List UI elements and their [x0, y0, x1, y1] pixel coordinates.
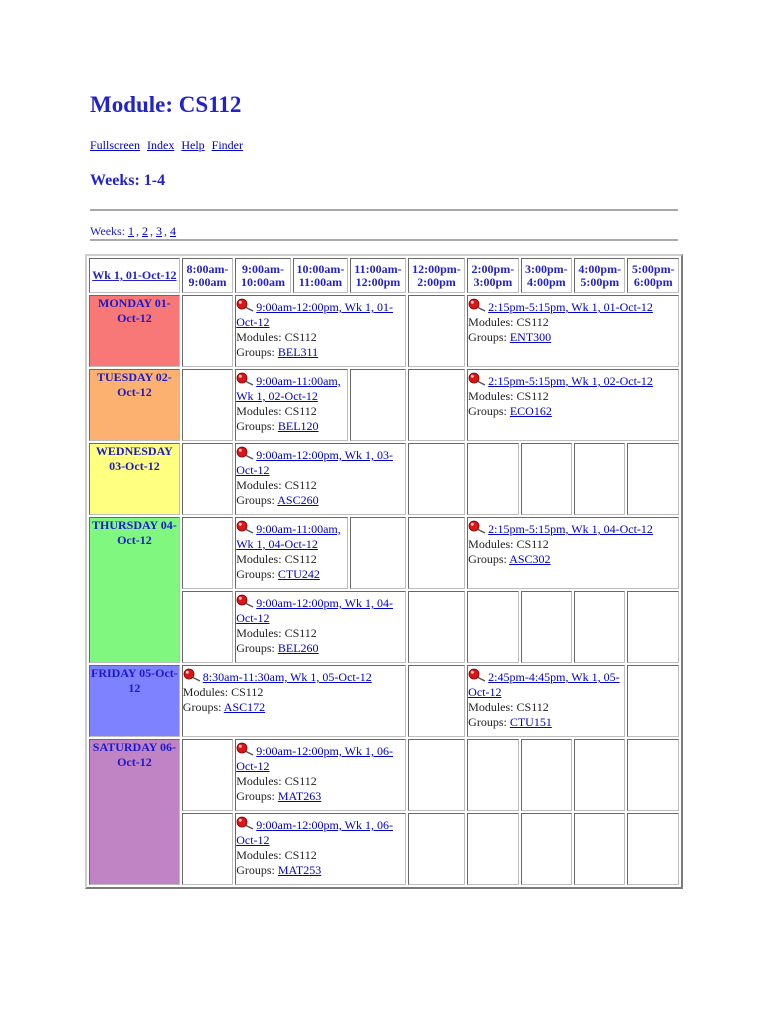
empty-slot — [182, 295, 233, 367]
group-link[interactable]: MAT263 — [277, 789, 322, 803]
pushpin-icon — [468, 670, 488, 684]
pushpin-icon — [468, 522, 488, 536]
empty-slot — [627, 739, 679, 811]
empty-slot — [408, 665, 466, 737]
week-header-cell — [89, 258, 180, 293]
event-sat1 — [236, 740, 404, 804]
slot-header: 2:00pm-3:00pm — [467, 258, 518, 293]
week-selector: Weeks: 1 , 2 , 3 , 4 — [90, 224, 177, 238]
event-mon2 — [468, 296, 678, 345]
empty-slot — [574, 591, 625, 663]
header-row — [89, 258, 679, 293]
event-time-link[interactable]: 9:00am-12:00pm, Wk 1, 04-Oct-12 — [236, 596, 393, 625]
groups-label: Groups: — [236, 567, 275, 581]
pushpin-icon — [236, 744, 256, 758]
empty-slot — [521, 813, 572, 885]
day-label-monday: MONDAY 01-Oct-12 — [89, 295, 180, 367]
modules-label: Modules: — [236, 552, 282, 566]
group-link[interactable]: CTU151 — [509, 715, 552, 729]
event-thu3 — [236, 592, 404, 656]
modules-label: Modules: — [236, 626, 282, 640]
modules-label: Modules: — [182, 685, 229, 699]
empty-slot — [627, 665, 679, 737]
day-row-monday — [89, 295, 679, 367]
group-link[interactable]: ASC260 — [277, 493, 319, 507]
day-row-wednesday — [89, 443, 679, 515]
empty-slot — [182, 369, 233, 441]
group-link[interactable]: ASC172 — [223, 700, 266, 714]
slot-header: 8:00am-9:00am — [182, 258, 233, 293]
module-code: CS112 — [284, 552, 317, 566]
timetable — [85, 254, 683, 889]
event-time-link[interactable]: 9:00am-11:00am, Wk 1, 04-Oct-12 — [236, 522, 341, 551]
empty-slot — [408, 517, 466, 589]
day-row-tuesday — [89, 369, 679, 441]
empty-slot — [467, 739, 518, 811]
day-label-saturday: SATURDAY 06-Oct-12 — [89, 739, 180, 885]
event-cell — [235, 813, 405, 885]
pushpin-icon — [236, 596, 256, 610]
empty-slot — [521, 443, 572, 515]
module-code: CS112 — [284, 848, 317, 862]
group-link[interactable]: MAT253 — [277, 863, 322, 877]
groups-label: Groups: — [236, 863, 275, 877]
slot-header: 9:00am-10:00am — [235, 258, 290, 293]
day-label-friday: FRIDAY 05-Oct-12 — [89, 665, 180, 737]
group-link[interactable]: BEL260 — [277, 641, 319, 655]
finder-link[interactable]: Finder — [211, 138, 243, 152]
groups-label: Groups: — [236, 789, 275, 803]
day-row-saturday — [89, 739, 679, 811]
modules-label: Modules: — [236, 774, 282, 788]
weeks-label: Weeks: — [90, 224, 126, 238]
groups-label: Groups: — [236, 345, 275, 359]
empty-slot — [408, 443, 466, 515]
modules-label: Modules: — [236, 848, 282, 862]
event-cell — [467, 369, 679, 441]
empty-slot — [627, 443, 679, 515]
event-sat2 — [236, 814, 404, 878]
empty-slot — [467, 813, 518, 885]
pushpin-icon — [468, 374, 488, 388]
groups-label: Groups: — [468, 715, 507, 729]
top-links — [90, 138, 247, 153]
event-time-link[interactable]: 9:00am-11:00am, Wk 1, 02-Oct-12 — [236, 374, 341, 403]
pushpin-icon — [183, 670, 203, 684]
empty-slot — [408, 813, 466, 885]
group-link[interactable]: BEL311 — [277, 345, 319, 359]
event-mon1 — [236, 296, 404, 360]
empty-slot — [182, 591, 233, 663]
group-link[interactable]: ECO162 — [509, 404, 552, 418]
day-row-friday — [89, 665, 679, 737]
help-link[interactable]: Help — [181, 138, 205, 152]
module-code: CS112 — [516, 315, 549, 329]
modules-label: Modules: — [236, 330, 282, 344]
day-label-wednesday: WEDNESDAY 03-Oct-12 — [89, 443, 180, 515]
modules-label: Modules: — [468, 700, 514, 714]
empty-slot — [627, 591, 679, 663]
week-link-3[interactable]: 3 — [156, 224, 163, 238]
event-cell — [467, 295, 679, 367]
day-label-tuesday: TUESDAY 02-Oct-12 — [89, 369, 180, 441]
groups-label: Groups: — [468, 552, 507, 566]
groups-label: Groups: — [182, 700, 222, 714]
group-link[interactable]: CTU242 — [277, 567, 320, 581]
empty-slot — [574, 443, 625, 515]
event-cell — [235, 369, 348, 441]
groups-label: Groups: — [236, 419, 275, 433]
event-time-link[interactable]: 9:00am-12:00pm, Wk 1, 06-Oct-12 — [236, 818, 393, 847]
empty-slot — [182, 443, 233, 515]
module-code: CS112 — [284, 478, 317, 492]
slot-header: 12:00pm-2:00pm — [408, 258, 466, 293]
empty-slot — [350, 369, 405, 441]
event-time-link[interactable]: 2:15pm-5:15pm, Wk 1, 04-Oct-12 — [488, 522, 653, 536]
pushpin-icon — [236, 818, 256, 832]
day-row-thursday — [89, 517, 679, 589]
week-link-2[interactable]: 2 — [142, 224, 149, 238]
empty-slot — [408, 369, 466, 441]
modules-label: Modules: — [468, 315, 514, 329]
slot-header: 3:00pm-4:00pm — [521, 258, 572, 293]
event-cell — [467, 665, 625, 737]
groups-label: Groups: — [236, 493, 275, 507]
pushpin-icon — [468, 300, 488, 314]
event-thu1 — [236, 518, 347, 582]
empty-slot — [574, 739, 625, 811]
module-code: CS112 — [284, 774, 317, 788]
event-cell — [235, 295, 405, 367]
event-wed1 — [236, 444, 404, 508]
pushpin-icon — [236, 448, 256, 462]
event-cell — [235, 517, 348, 589]
pushpin-icon — [236, 522, 256, 536]
day-label-thursday: THURSDAY 04-Oct-12 — [89, 517, 180, 663]
weeks-heading: Weeks: 1-4 — [90, 172, 166, 189]
event-fri1 — [183, 666, 405, 715]
groups-label: Groups: — [468, 330, 507, 344]
module-code: CS112 — [231, 685, 264, 699]
empty-slot — [182, 739, 233, 811]
empty-slot — [350, 517, 405, 589]
slot-header: 4:00pm-5:00pm — [574, 258, 625, 293]
modules-label: Modules: — [236, 404, 282, 418]
module-code: CS112 — [284, 404, 317, 418]
empty-slot — [408, 739, 466, 811]
module-code: CS112 — [516, 537, 549, 551]
module-code: CS112 — [284, 626, 317, 640]
week-link-1[interactable]: 1 — [128, 224, 135, 238]
event-time-link[interactable]: 2:15pm-5:15pm, Wk 1, 02-Oct-12 — [488, 374, 653, 388]
empty-slot — [521, 739, 572, 811]
page-title: Module: CS112 — [90, 92, 242, 117]
empty-slot — [574, 813, 625, 885]
modules-label: Modules: — [468, 389, 514, 403]
event-thu2 — [468, 518, 678, 567]
empty-slot — [467, 591, 518, 663]
event-time-link[interactable]: 9:00am-12:00pm, Wk 1, 01-Oct-12 — [236, 300, 393, 329]
empty-slot — [408, 295, 466, 367]
event-time-link[interactable]: 8:30am-11:30am, Wk 1, 05-Oct-12 — [202, 670, 372, 684]
event-time-link[interactable]: 9:00am-12:00pm, Wk 1, 06-Oct-12 — [236, 744, 393, 773]
event-cell — [235, 443, 405, 515]
week-header-link[interactable]: Wk 1, 01-Oct-12 — [92, 268, 177, 282]
empty-slot — [521, 591, 572, 663]
groups-label: Groups: — [468, 404, 507, 418]
modules-label: Modules: — [236, 478, 282, 492]
group-link[interactable]: ASC302 — [509, 552, 551, 566]
index-link[interactable]: Index — [147, 138, 175, 152]
event-tue2 — [468, 370, 678, 419]
empty-slot — [182, 517, 233, 589]
divider — [90, 209, 678, 211]
empty-slot — [627, 813, 679, 885]
event-time-link[interactable]: 9:00am-12:00pm, Wk 1, 03-Oct-12 — [236, 448, 393, 477]
slot-header: 11:00am-12:00pm — [350, 258, 405, 293]
event-cell — [235, 591, 405, 663]
event-cell — [467, 517, 679, 589]
slot-header: 10:00am-11:00am — [293, 258, 348, 293]
event-time-link[interactable]: 2:15pm-5:15pm, Wk 1, 01-Oct-12 — [488, 300, 653, 314]
empty-slot — [408, 591, 466, 663]
fullscreen-link[interactable]: Fullscreen — [90, 138, 140, 152]
empty-slot — [182, 813, 233, 885]
event-cell — [235, 739, 405, 811]
event-cell — [182, 665, 406, 737]
modules-label: Modules: — [468, 537, 514, 551]
pushpin-icon — [236, 300, 256, 314]
group-link[interactable]: ENT300 — [509, 330, 552, 344]
empty-slot — [467, 443, 518, 515]
module-code: CS112 — [516, 700, 549, 714]
slot-header: 5:00pm-6:00pm — [627, 258, 679, 293]
event-time-link[interactable]: 2:45pm-4:45pm, Wk 1, 05-Oct-12 — [468, 670, 620, 699]
groups-label: Groups: — [236, 641, 275, 655]
event-tue1 — [236, 370, 347, 434]
divider — [90, 239, 678, 241]
event-fri2 — [468, 666, 624, 730]
pushpin-icon — [236, 374, 256, 388]
group-link[interactable]: BEL120 — [277, 419, 319, 433]
week-link-4[interactable]: 4 — [170, 224, 177, 238]
module-code: CS112 — [516, 389, 549, 403]
module-code: CS112 — [284, 330, 317, 344]
